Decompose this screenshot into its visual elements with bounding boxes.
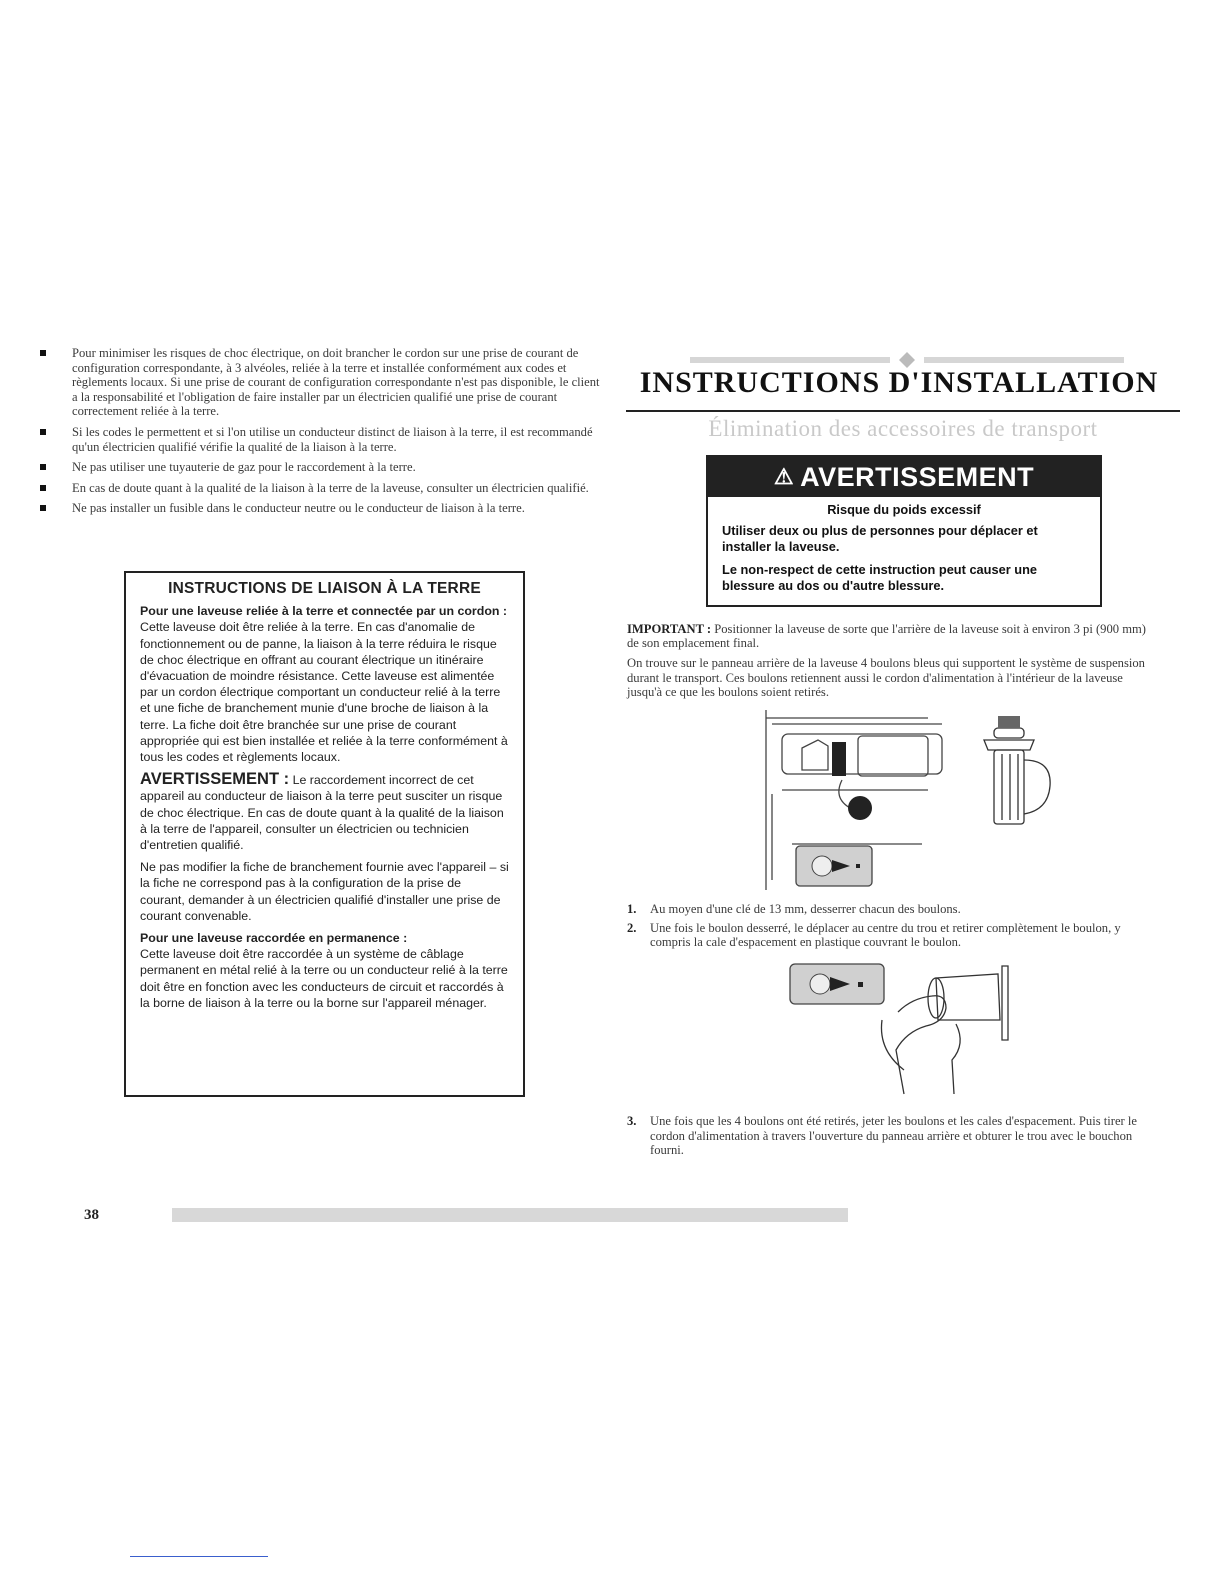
step-item: 1. Au moyen d'une clé de 13 mm, desserrer chacun des boulons. <box>627 902 961 916</box>
page-title: INSTRUCTIONS D'INSTALLATION <box>639 366 1159 399</box>
bullet-item: Ne pas installer un fusible dans le conducteur neutre ou le conducteur de liaison à la terre. <box>38 501 600 516</box>
steps-list-a <box>627 902 1157 954</box>
grounding-warning-heading: AVERTISSEMENT : <box>140 770 290 789</box>
page-number: 38 <box>84 1207 99 1223</box>
bullet-item: Si les codes le permettent et si l'on utilise un conducteur distinct de liaison à la terre, il est recommandé qu'un électricien qualifié vérifie la qualité de la liaison à la terre. <box>38 425 600 454</box>
warning-line-1: Utiliser deux ou plus de personnes pour déplacer et installer la laveuse. <box>722 522 1038 554</box>
warning-box <box>706 455 1102 607</box>
important-label: IMPORTANT : <box>627 622 712 636</box>
grounding-paragraph-permanent: Cette laveuse doit être raccordée à un système de câblage permanent en métal relié à la terre ou un conducteur relié à la terre doit être en fonction avec les conducteurs de circuit et raccordés à la borne de liaison à la terre ou la borne sur l'appareil ménager. <box>140 947 508 1010</box>
steps-list-b <box>627 1114 1157 1162</box>
important-note <box>627 622 1157 650</box>
grounding-subheading-cord: Pour une laveuse reliée à la terre et connectée par un cordon : <box>140 604 508 619</box>
step-item: 2. Une fois le boulon desserré, le déplacer au centre du trou et retirer complètement le boulon, y compris la cale d'espacement en plastique couvrant le boulon. <box>627 920 1121 950</box>
footer-line <box>130 1556 268 1557</box>
warning-banner <box>708 457 1100 497</box>
section-subtitle: Élimination des accessoires de transport <box>708 416 1098 441</box>
bolts-paragraph: On trouve sur le panneau arrière de la laveuse 4 boulons bleus qui supportent le système de suspension durant le transport. Ces boulons retiennent aussi le cordon d'alimentation à l'intérieur de la laveuse jusqu'à ce que les boulons soient retirés. <box>627 656 1145 699</box>
bolt-removal-illustration <box>786 960 1026 1100</box>
grounding-paragraph-plug: Ne pas modifier la fiche de branchement fournie avec l'appareil – si la fiche ne correspond pas à la configuration de la prise de courant, demander à un électricien qualifié d'installer une prise de courant convenable. <box>140 860 509 923</box>
grounding-subheading-permanent: Pour une laveuse raccordée en permanence : <box>140 931 408 946</box>
bullet-item: Pour minimiser les risques de choc électrique, on doit brancher le cordon sur une prise de courant de configuration correspondante, à 3 alvéoles, reliée à la terre et installée conformément aux codes et règlements locaux. Si une prise de courant de configuration correspondante n'est pas disponible, le client a la responsabilité et l'obligation de faire installer par un électricien qualifié une prise de courant correctement reliée à la terre. <box>38 346 600 419</box>
bullet-item: En cas de doute quant à la qualité de la liaison à la terre de la laveuse, consulter un électricien qualifié. <box>38 481 600 496</box>
grounding-title: INSTRUCTIONS DE LIAISON À LA TERRE <box>168 580 481 597</box>
title-divider <box>626 410 1180 412</box>
rear-panel-illustration <box>762 710 1062 892</box>
bullet-list <box>38 346 600 522</box>
important-text: Positionner la laveuse de sorte que l'arrière de la laveuse soit à environ 3 pi (900 mm) de son emplacement final. <box>627 622 1146 651</box>
grounding-warning <box>140 771 509 853</box>
grounding-instructions-box <box>124 571 525 1097</box>
grounding-paragraph-cord: Cette laveuse doit être reliée à la terre. En cas d'anomalie de fonctionnement ou de panne, la liaison à la terre réduira le risque de choc électrique en offrant au courant électrique un itinéraire d'évacuation de moindre résistance. Cette laveuse est alimentée par un cordon électrique comportant un conducteur relié à la terre et une fiche de branchement munie d'une broche de liaison à la terre. La fiche doit être branchée sur une prise de courant appropriée qui est bien installée et reliée à la terre conformément à tous les codes et règlements locaux. <box>140 620 508 765</box>
warning-line-2: Le non-respect de cette instruction peut causer une blessure au dos ou d'autre blessure. <box>722 562 1038 594</box>
grounding-warning-text: Le raccordement incorrect de cet appareil au conducteur de liaison à la terre peut susciter un risque de choc électrique. En cas de doute quant à la qualité de la liaison à la terre de l'appareil, consulter un électricien ou technicien d'entretien qualifié. <box>140 773 504 853</box>
footer-bar <box>172 1208 848 1222</box>
bullet-item: Ne pas utiliser une tuyauterie de gaz pour le raccordement à la terre. <box>38 460 600 475</box>
step-item: 3. Une fois que les 4 boulons ont été retirés, jeter les boulons et les cales d'espacement. Puis tirer le cordon d'alimentation à travers l'ouverture du panneau arrière et obturer le trou avec le bouchon fourni. <box>627 1114 1137 1158</box>
warning-label: AVERTISSEMENT <box>800 461 1035 492</box>
warning-risk: Risque du poids excessif <box>827 502 981 517</box>
warning-triangle-icon: ⚠ <box>773 464 795 489</box>
intro-text <box>627 622 1157 705</box>
